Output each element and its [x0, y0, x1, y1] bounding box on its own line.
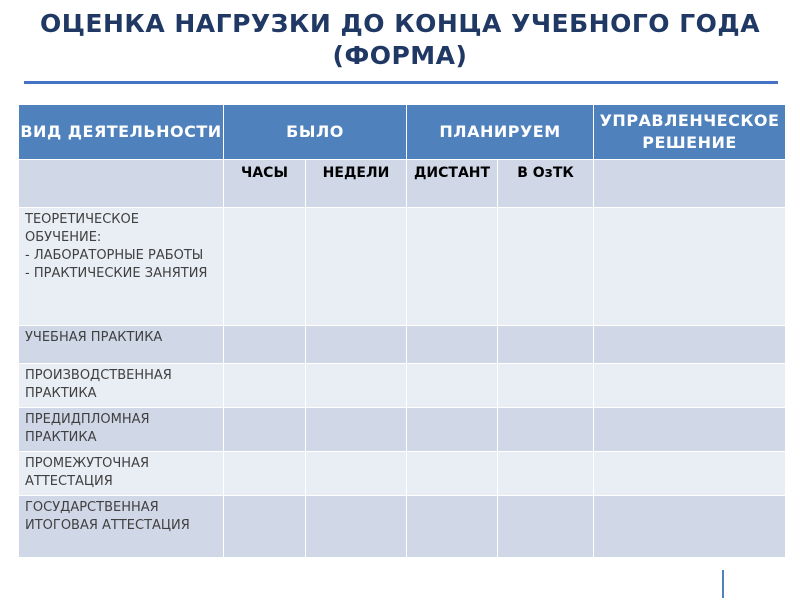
table-cell[interactable]: [407, 208, 498, 326]
title-underline: [24, 81, 778, 84]
header-planned: ПЛАНИРУЕМ: [407, 105, 594, 160]
subheader-distant: ДИСТАНТ: [407, 160, 498, 208]
header-was: БЫЛО: [224, 105, 407, 160]
table-cell[interactable]: [498, 496, 594, 558]
table-row: [19, 452, 786, 496]
slide-title-line-2: (ФОРМА): [332, 41, 468, 70]
table-cell[interactable]: [306, 452, 407, 496]
header-activity: ВИД ДЕЯТЕЛЬНОСТИ: [19, 105, 224, 160]
table-cell[interactable]: [594, 364, 786, 408]
table-cell[interactable]: [498, 408, 594, 452]
table-cell[interactable]: [498, 364, 594, 408]
subheader-ozk: В ОзТК: [498, 160, 594, 208]
table-cell[interactable]: [594, 326, 786, 364]
row-label-intermediate-attestation: ПРОМЕЖУТОЧНАЯ АТТЕСТАЦИЯ: [19, 452, 224, 496]
row-label-study-practice: УЧЕБНАЯ ПРАКТИКА: [19, 326, 224, 364]
workload-table: [18, 104, 786, 558]
table-row: [19, 326, 786, 364]
subheader-empty-cell: [594, 160, 786, 208]
row-label-state-final-attestation: ГОСУДАРСТВЕННАЯ ИТОГОВАЯ АТТЕСТАЦИЯ: [19, 496, 224, 558]
table-row: [19, 208, 786, 326]
table-cell[interactable]: [306, 326, 407, 364]
table-cell[interactable]: [407, 364, 498, 408]
row-label-production-practice: ПРОИЗВОДСТВЕННАЯ ПРАКТИКА: [19, 364, 224, 408]
subheader-empty-cell: [19, 160, 224, 208]
table-row: [19, 496, 786, 558]
header-row: [19, 105, 786, 160]
table-cell[interactable]: [306, 208, 407, 326]
slide-title: [20, 8, 780, 72]
table-row: [19, 364, 786, 408]
row-label-theory: ТЕОРЕТИЧЕСКОЕ ОБУЧЕНИЕ: - ЛАБОРАТОРНЫЕ РАБОТЫ - ПРАКТИЧЕСКИЕ ЗАНЯТИЯ: [19, 208, 224, 326]
table-cell[interactable]: [498, 326, 594, 364]
slide-title-line-1: ОЦЕНКА НАГРУЗКИ ДО КОНЦА УЧЕБНОГО ГОДА: [39, 9, 761, 38]
table-cell[interactable]: [224, 208, 306, 326]
table-cell[interactable]: [594, 452, 786, 496]
subheader-weeks: НЕДЕЛИ: [306, 160, 407, 208]
table-cell[interactable]: [224, 326, 306, 364]
table-cell[interactable]: [306, 408, 407, 452]
table-cell[interactable]: [594, 208, 786, 326]
subheader-row: [19, 160, 786, 208]
table-row: [19, 408, 786, 452]
table-cell[interactable]: [498, 208, 594, 326]
table-cell[interactable]: [407, 452, 498, 496]
table-cell[interactable]: [594, 408, 786, 452]
table-cell[interactable]: [224, 364, 306, 408]
subheader-hours: ЧАСЫ: [224, 160, 306, 208]
table-cell[interactable]: [306, 364, 407, 408]
table-cell[interactable]: [594, 496, 786, 558]
table-cell[interactable]: [224, 408, 306, 452]
table-cell[interactable]: [407, 408, 498, 452]
row-label-prediploma-practice: ПРЕДИДПЛОМНАЯ ПРАКТИКА: [19, 408, 224, 452]
table-cell[interactable]: [224, 452, 306, 496]
table-cell[interactable]: [407, 496, 498, 558]
table-cell[interactable]: [224, 496, 306, 558]
decorative-line: [722, 570, 724, 598]
table-cell[interactable]: [498, 452, 594, 496]
header-decision: УПРАВЛЕНЧЕСКОЕ РЕШЕНИЕ: [594, 105, 786, 160]
table-cell[interactable]: [407, 326, 498, 364]
table-cell[interactable]: [306, 496, 407, 558]
